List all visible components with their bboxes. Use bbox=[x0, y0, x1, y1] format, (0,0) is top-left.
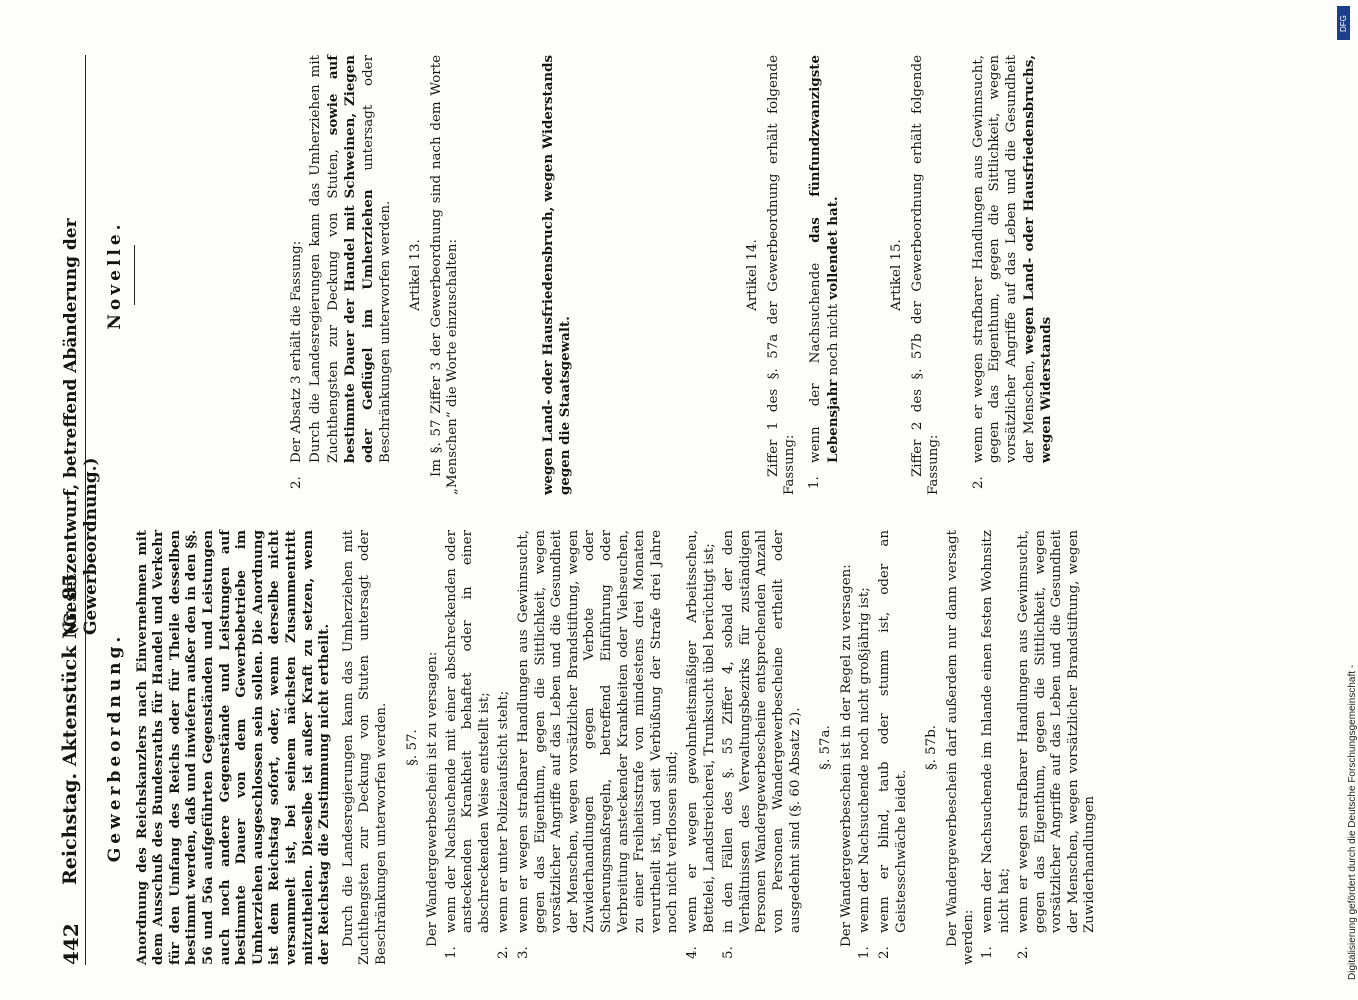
list-item: 2. wenn er wegen strafbarer Handlungen aus Gewinnsucht, gegen das Eigenthum, gegen die Sittlichkeit, wegen vorsätzlicher Angriffe auf das Leben und die Gesundheit der Menschen, wegen vorsätzlicher Brandstiftung, wegen Zuwiderhandlungen bbox=[1016, 530, 1098, 959]
page-number: 442 bbox=[59, 923, 83, 965]
list-item: 5. in den Fällen des §. 55 Ziffer 4, sobald der den Verhältnissen des Verwaltungsbezirks für zuständigen Personen Wandergewerbescheine entsprechenden Anzahl von Personen Wandergewerbescheine ertheilt oder ausgedehnt sind (§. 60 Absatz 2). bbox=[721, 530, 803, 959]
list-item: 4. wenn er wegen gewohnheitsmäßiger Arbeitsscheu, Bettelei, Landstreicherei, Trunksucht übel berüchtigt ist; bbox=[685, 530, 717, 959]
artikel-14-text: Ziffer 1 des §. 57a der Gewerbeordnung erhält folgende Fassung: bbox=[765, 55, 798, 495]
list-item: 3. wenn er wegen strafbarer Handlungen aus Gewinnsucht, gegen das Eigenthum, gegen die Sittlichkeit, wegen vorsätzlicher Angriffe auf das Leben und die Gesundheit der Menschen, wegen vorsätzlicher Brandstiftung, wegen Zuwiderhandlungen gegen Verbote oder Sicherungsmaßregeln, betreffend Einführung oder Verbreitung ansteckender Krankheiten oder Viehseuchen, zu einer Freiheitsstrafe von mindestens drei Monaten verurtheilt ist, und seit Verbüßung der Strafe drei Jahre noch nicht verflossen sind; bbox=[516, 530, 681, 959]
digitization-note: Digitalisierung gefördert durch die Deutsche Forschungsgemeinschaft - bbox=[1347, 664, 1358, 980]
left-column bbox=[107, 530, 1102, 965]
amendment-item-2: 2. Der Absatz 3 erhält die Fassung: bbox=[288, 240, 304, 489]
s57a-intro: Der Wandergewerbeschein ist in der Regel zu versagen: bbox=[838, 564, 854, 947]
list-item: 2. wenn er unter Polizeiaufsicht steht; bbox=[496, 690, 512, 959]
left-section-title: Gewerbeordnung. bbox=[105, 632, 125, 863]
header-rule bbox=[85, 55, 86, 965]
artikel-13-text: Im §. 57 Ziffer 3 der Gewerbeordnung sind nach dem Worte „Menschen“ die Worte einzuschalten: bbox=[428, 55, 461, 495]
item2-text: Durch die Landesregierungen kann das Umherziehen mit Zuchthengsten zur Deckung von Stuten, sowie auf bestimmte Dauer der Handel mit Schweinen, Ziegen oder Geflügel im Umherziehen untersagt oder Beschränkungen unterworfen werden. bbox=[308, 55, 393, 463]
dfg-logo: DFG bbox=[1337, 6, 1350, 40]
artikel-15-item: 2. wenn er wegen strafbarer Handlungen aus Gewinnsucht, gegen das Eigenthum, gegen die Sittlichkeit, wegen vorsätzlicher Angriffe auf das Leben und die Gesundheit der Menschen, wegen Land- oder Hausfriedensbruchs, wegen Widerstands bbox=[970, 55, 1055, 489]
artikel-14-item: 1. wenn der Nachsuchende das fünfundzwanzigste Lebensjahr noch nicht vollendet hat. bbox=[806, 55, 841, 489]
page-header bbox=[45, 55, 101, 965]
item2-intro: Der Absatz 3 erhält die Fassung: bbox=[288, 240, 304, 463]
s57-heading: §. 57. bbox=[404, 729, 420, 766]
paragraph-2: Durch die Landesregierungen kann das Umherziehen mit Zuchthengsten zur Deckung von Stuten untersagt oder Beschränkungen unterworfen werden. bbox=[340, 530, 389, 965]
right-column bbox=[107, 55, 1059, 495]
s57a-heading: §. 57a. bbox=[818, 725, 834, 770]
s57b-intro: Der Wandergewerbeschein darf außerdem nur dann versagt werden: bbox=[944, 530, 977, 965]
s57-intro: Der Wandergewerbeschein ist zu versagen: bbox=[425, 651, 441, 947]
artikel-15-heading: Artikel 15. bbox=[889, 239, 905, 311]
list-item: 1. wenn der Nachsuchende noch nicht großjährig ist; bbox=[857, 587, 873, 959]
s57-list bbox=[444, 530, 804, 965]
title-rule bbox=[134, 245, 135, 305]
artikel-13-heading: Artikel 13. bbox=[408, 239, 424, 311]
artikel-13-insertion: wegen Land- oder Hausfriedensbruch, wegen Widerstands gegen die Staatsgewalt. bbox=[539, 55, 573, 495]
list-item: 1. wenn der Nachsuchende mit einer abschreckenden oder ansteckenden Krankheit behaftet oder in einer abschreckenden Weise entstellt ist; bbox=[443, 530, 492, 959]
artikel-15-text: Ziffer 2 des §. 57b der Gewerbeordnung erhält folgende Fassung: bbox=[909, 55, 942, 495]
header-subtitle: (Gesetzentwurf, betreffend Abänderung der Gewerbeordnung.) bbox=[61, 218, 101, 635]
s57b-heading: §. 57b. bbox=[924, 724, 940, 771]
list-item: 1. wenn der Nachsuchende im Inlande einen festen Wohnsitz nicht hat; bbox=[979, 530, 1012, 959]
header-title: Reichstag. Aktenstück Nr. 85. bbox=[59, 567, 81, 885]
list-item: 2. wenn er blind, taub oder stumm ist, oder an Geistesschwäche leidet. bbox=[876, 530, 909, 959]
artikel-14-heading: Artikel 14. bbox=[745, 239, 761, 311]
intro-paragraph: Anordnung des Reichskanzlers nach Einvernehmen mit dem Ausschuß des Bundesraths für Handel und Verkehr für den Umfang des Reichs oder für Theile desselben bestimmt werden, daß und inwiefern außer den in den §§. 56 und 56a aufgeführten Gegenständen und Leistungen auch noch andere Gegenstände und Leistungen auf bestimmte Dauer von dem Gewerbebetriebe im Umherziehen ausgeschlossen sein sollen. Die Anordnung ist dem Reichstag sofort, oder, wenn derselbe nicht versammelt ist, bei seinem nächsten Zusammentritt mitzutheilen. Dieselbe ist außer Kraft zu setzen, wenn der Reichstag die Zustimmung nicht ertheilt. bbox=[133, 530, 333, 965]
rotated-page-content bbox=[45, 45, 1325, 965]
digitization-strip bbox=[1333, 10, 1358, 990]
right-section-title: Novelle. bbox=[105, 220, 125, 330]
